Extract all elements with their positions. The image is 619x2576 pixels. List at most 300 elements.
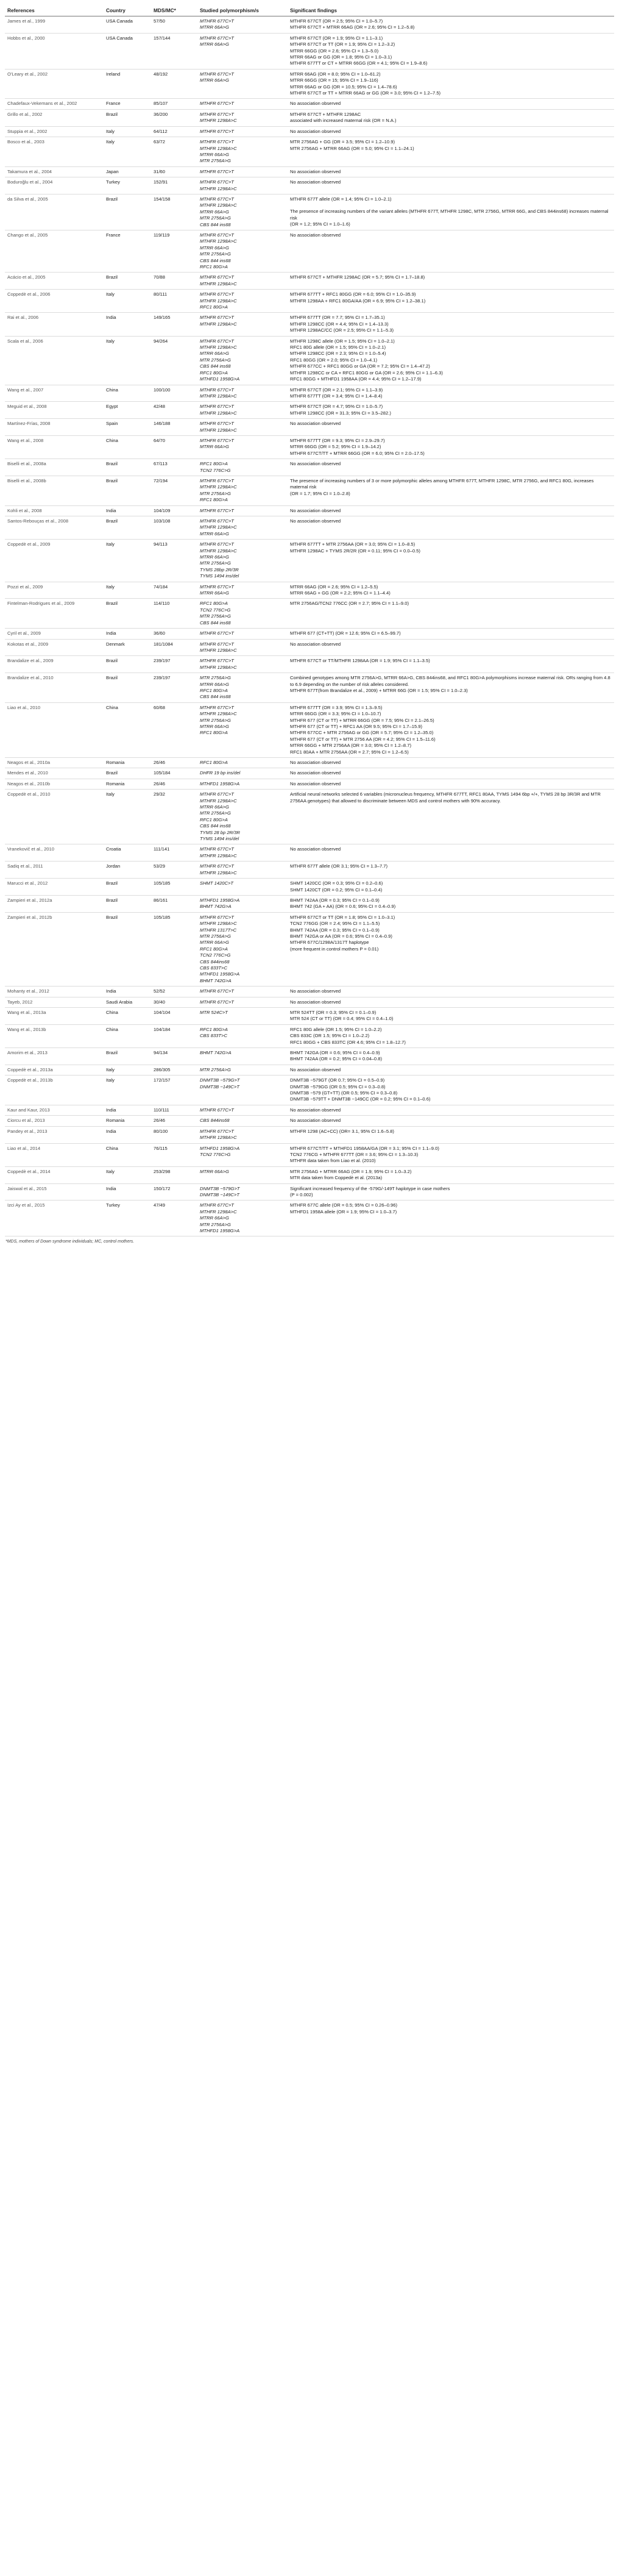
polymorphism-item: TYMS 28 bp 2R/3R — [200, 829, 240, 835]
table-row — [5, 516, 614, 540]
polymorphisms-cell — [197, 673, 288, 703]
polymorphism-item: MTHFR 677C>T — [200, 1202, 234, 1208]
country-cell: Spain — [104, 419, 151, 436]
polymorphism-item: DNMT3B −579G>T — [200, 1185, 240, 1191]
country-cell: Brazil — [104, 1048, 151, 1065]
polymorphism-item: MTR 2756A>G — [200, 613, 231, 619]
findings-cell — [288, 230, 614, 272]
polymorphism-item: TCN2 776C>G — [200, 952, 231, 958]
polymorphisms-cell — [197, 177, 288, 194]
polymorphism-item: MTRR 66A>G — [200, 244, 229, 251]
mds-mc-cell: 253/298 — [151, 1166, 197, 1183]
polymorphisms-cell — [197, 844, 288, 862]
polymorphism-item: MTHFR 677C>T — [200, 18, 234, 24]
country-cell: China — [104, 1024, 151, 1047]
mds-mc-cell: 26/46 — [151, 779, 197, 789]
finding-item: No association observed — [290, 1066, 341, 1072]
country-cell: USA Canada — [104, 16, 151, 34]
finding-item: MTHFR 677CT or TT/MTHFR 1298AA (OR = 1.9; 95% CI = 1.1–3.5) — [290, 658, 430, 664]
finding-item: CBS 833C (OR 1.5; 95% CI = 1.0–2.2) — [290, 1033, 370, 1039]
table-row — [5, 656, 614, 673]
polymorphism-item: MTHFR 677C>T — [200, 274, 234, 280]
findings-cell — [288, 790, 614, 844]
finding-item: No association observed — [290, 846, 341, 852]
polymorphism-item: MTHFR 1298A>C — [200, 280, 237, 287]
finding-item: MTR 2756AG/TCN2 776CC (OR = 2.7; 95% CI = 1.1–9.0) — [290, 601, 409, 607]
polymorphism-item: MTHFR 677C>T — [200, 421, 234, 427]
country-cell: India — [104, 1105, 151, 1115]
reference-cell: Liao et al., 2014 — [5, 1143, 104, 1166]
polymorphisms-cell — [197, 540, 288, 582]
reference-cell: O'Leary et al., 2002 — [5, 69, 104, 99]
finding-item: MTHFR 677T(from Brandalize et al., 2009) + MTRR 66G (OR = 1.5; 95% CI = 1.0–2.3) — [290, 687, 468, 693]
reference-cell: Stuppia et al., 2002 — [5, 126, 104, 137]
findings-cell — [288, 1201, 614, 1236]
polymorphism-item: MTHFR 1298A>C — [200, 298, 237, 304]
reference-cell: Pandey et al., 2013 — [5, 1126, 104, 1143]
country-cell: Jordan — [104, 862, 151, 879]
table-row — [5, 987, 614, 997]
table-row — [5, 166, 614, 177]
mds-mc-cell: 114/110 — [151, 599, 197, 629]
polymorphism-item: MTRR 66A>G — [200, 940, 229, 946]
findings-cell — [288, 290, 614, 313]
finding-item: MTHFR 677TT (OR = 9.3; 95% CI = 2.9–29.7) — [290, 437, 385, 443]
table-row — [5, 779, 614, 789]
polymorphism-item: MTRR 66A>G — [200, 804, 229, 810]
finding-item: No association observed — [290, 232, 341, 238]
mds-mc-cell: 48/192 — [151, 69, 197, 99]
country-cell: Italy — [104, 1065, 151, 1075]
reference-cell: Amorim et al., 2013 — [5, 1048, 104, 1065]
findings-cell — [288, 459, 614, 476]
finding-item: MTR 524TT (OR = 0.3; 95% CI = 0.1–0.9) — [290, 1010, 377, 1015]
polymorphism-item: MTHFR 1298A>C — [200, 344, 237, 351]
table-row — [5, 385, 614, 402]
polymorphism-item: MTRR 66A>G — [200, 554, 229, 560]
country-cell: China — [104, 702, 151, 757]
polymorphism-item: MTHFR 677C>T — [200, 988, 234, 994]
reference-cell: Grillo et al., 2002 — [5, 109, 104, 126]
polymorphism-item: MTHFR 677C>T — [200, 518, 234, 524]
finding-item: MTHFR 677CT (OR = 4.7; 95% CI = 1.0–5.7) — [290, 404, 383, 410]
finding-item: MTHFR 677CT (OR = 1.9; 95% CI = 1.1–3.1) — [290, 35, 383, 41]
polymorphism-item: MTRR 66A>G — [200, 151, 229, 157]
finding-item: DNMT3B −579GG (OR 0.5; 95% CI = 0.3–0.8) — [290, 1083, 386, 1090]
polymorphism-item: CBS 844 ins68 — [200, 619, 231, 626]
reference-cell: Kokotas et al., 2009 — [5, 639, 104, 656]
table-footnote: *MDS, mothers of Down syndrome individuals; MC, control mothers. — [5, 1240, 135, 1244]
polymorphism-item: RFC1 80G>A — [200, 369, 228, 376]
findings-cell — [288, 895, 614, 912]
table-row — [5, 126, 614, 137]
mds-mc-cell: 64/112 — [151, 126, 197, 137]
findings-cell — [288, 1116, 614, 1126]
findings-cell — [288, 844, 614, 862]
mds-mc-cell: 74/184 — [151, 582, 197, 599]
header-country: Country — [104, 6, 151, 16]
reference-cell: Wang et al., 2013a — [5, 1008, 104, 1025]
country-cell: India — [104, 505, 151, 516]
findings-cell — [288, 476, 614, 505]
polymorphisms-cell — [197, 790, 288, 844]
mds-mc-cell: 105/184 — [151, 768, 197, 779]
mds-mc-cell: 105/185 — [151, 879, 197, 896]
polymorphism-item: MTHFD1 1958G>A — [200, 897, 240, 903]
finding-item: (P = 0.002) — [290, 1191, 313, 1197]
findings-cell — [288, 402, 614, 419]
polymorphism-item: MTR 2756A>G — [200, 251, 231, 257]
finding-item: associated with increased maternal risk (OR = N.A.) — [290, 118, 397, 124]
findings-cell — [288, 137, 614, 167]
mds-mc-cell: 57/50 — [151, 16, 197, 34]
finding-item: RFC1 80GG + MTHFD1 1958AA (OR = 4.4; 95% CI = 1.2–17.9) — [290, 376, 422, 382]
polymorphism-item: MTHFD1 1958G>A — [200, 376, 240, 382]
country-cell: China — [104, 435, 151, 458]
polymorphisms-cell — [197, 879, 288, 896]
finding-item: MTHFR 677CT + MTRR 66AG (OR = 2.6; 95% CI = 1.2–5.8) — [290, 24, 415, 30]
polymorphism-item: MTHFR 677C>T — [200, 658, 234, 664]
mds-mc-cell: 94/113 — [151, 540, 197, 582]
polymorphism-item: MTHFR 677C>T — [200, 1107, 234, 1113]
polymorphism-item: RFC1 80G>A — [200, 264, 228, 269]
country-cell: Brazil — [104, 768, 151, 779]
polymorphism-item: MTRR 66A>G — [200, 723, 229, 729]
table-row — [5, 290, 614, 313]
polymorphism-item: MTRR 66A>G — [200, 24, 229, 30]
mds-mc-cell: 36/60 — [151, 629, 197, 639]
polymorphism-item: MTRR 66A>G — [200, 77, 229, 84]
findings-cell — [288, 126, 614, 137]
finding-item: MTHFR 1298AC/CC (OR = 2.5; 95% CI = 1.1–5.3) — [290, 327, 394, 334]
finding-item: MTHFR 677TT + MTR 2756AA (OR = 3.0; 95% CI = 1.0–8.5) — [290, 541, 416, 548]
table-row — [5, 177, 614, 194]
finding-item: The presence of increasing numbers of 3 or more polymorphic alleles among MTHFR 677T, MTHFR 1298C, MTR 2756G, and RFC1 80G, increases maternal risk — [290, 477, 594, 490]
findings-cell — [288, 516, 614, 540]
mds-mc-cell: 67/113 — [151, 459, 197, 476]
finding-item: MTHFR 677TT (OR = 3.4; 95% CI = 1.4–8.4) — [290, 393, 383, 399]
reference-cell: Meguid et al., 2008 — [5, 402, 104, 419]
country-cell: Romania — [104, 779, 151, 789]
table-row — [5, 639, 614, 656]
reference-cell: Pozzi et al., 2009 — [5, 582, 104, 599]
polymorphisms-cell — [197, 1048, 288, 1065]
polymorphism-item: MTHFR 677C>T — [200, 863, 234, 869]
finding-item: BHMT 742AA (OR = 0.3; 95% CI = 0.1–0.9) — [290, 927, 380, 933]
country-cell: Brazil — [104, 599, 151, 629]
polymorphism-item: MTR 2756A>G — [200, 490, 231, 496]
finding-item: No association observed — [290, 1118, 341, 1124]
table-row — [5, 879, 614, 896]
findings-cell — [288, 505, 614, 516]
polymorphisms-cell — [197, 402, 288, 419]
polymorphisms-cell — [197, 476, 288, 505]
finding-item: DNMT3B −579GT (OR 0.7; 95% CI = 0.5–0.9) — [290, 1077, 385, 1083]
table-row — [5, 137, 614, 167]
findings-cell — [288, 336, 614, 385]
table-row — [5, 540, 614, 582]
finding-item: TCN2 776GG (OR = 2.4; 95% CI = 1.1–5.5) — [290, 921, 380, 927]
table-row — [5, 1105, 614, 1115]
polymorphism-item: MTHFR 677C>T — [200, 437, 234, 443]
reference-cell: Wang et al., 2007 — [5, 385, 104, 402]
country-cell: Egypt — [104, 402, 151, 419]
mds-mc-cell: 94/264 — [151, 336, 197, 385]
country-cell: Italy — [104, 137, 151, 167]
polymorphisms-cell — [197, 599, 288, 629]
mds-mc-cell: 80/100 — [151, 1126, 197, 1143]
finding-item: MTHFR 677C allele (OR = 0.5; 95% CI = 0.26–0.96) — [290, 1202, 398, 1208]
country-cell: Brazil — [104, 476, 151, 505]
table-container — [5, 6, 614, 1246]
findings-cell — [288, 194, 614, 230]
mds-mc-cell: 239/197 — [151, 656, 197, 673]
polymorphisms-cell — [197, 273, 288, 290]
mds-mc-cell: 149/165 — [151, 313, 197, 336]
mds-mc-cell: 100/100 — [151, 385, 197, 402]
finding-item: DNMT3B −579TT + DNMT3B −149CC (OR = 0.2; 95% CI = 0.1–0.6) — [290, 1096, 431, 1102]
finding-item: MTR 2756AG + MTRR 66AG (OR = 5.0; 95% CI = 1.1–24.1) — [290, 145, 414, 151]
finding-item: MTHFR 677 (CT or TT) + RFC1 AA (OR 9.5; 95% CI = 1.7–15.9) — [290, 723, 423, 729]
polymorphism-item: MTHFR 1298A>C — [200, 647, 237, 653]
table-row — [5, 459, 614, 476]
country-cell: Denmark — [104, 639, 151, 656]
findings-cell — [288, 629, 614, 639]
polymorphisms-cell — [197, 1126, 288, 1143]
header-mds-mc: MDS/MC* — [151, 6, 197, 16]
findings-cell — [288, 987, 614, 997]
table-row — [5, 230, 614, 272]
polymorphism-item: MTHFR 1298A>C — [200, 118, 237, 124]
finding-item: MTRR 66AG + GG (OR = 2.2; 95% CI = 1.1–4.4) — [290, 590, 391, 596]
country-cell: Saudi Arabia — [104, 997, 151, 1007]
table-row — [5, 1126, 614, 1143]
findings-cell — [288, 419, 614, 436]
country-cell: Italy — [104, 336, 151, 385]
polymorphism-item: MTR 2756A>G — [200, 933, 231, 939]
country-cell: Turkey — [104, 177, 151, 194]
finding-item: BHMT 742 (GA + AA) (OR = 0.6; 95% CI = 0.4–0.9) — [290, 904, 396, 910]
table-row — [5, 599, 614, 629]
findings-cell — [288, 862, 614, 879]
polymorphisms-cell — [197, 166, 288, 177]
findings-cell — [288, 639, 614, 656]
table-row — [5, 476, 614, 505]
country-cell: Turkey — [104, 1201, 151, 1236]
mds-mc-cell: 154/158 — [151, 194, 197, 230]
reference-cell: Kohli et al., 2008 — [5, 505, 104, 516]
findings-cell — [288, 33, 614, 69]
polymorphism-item: MTHFR 677C>T — [200, 477, 234, 483]
country-cell: India — [104, 313, 151, 336]
reference-cell: Coppedè et al., 2006 — [5, 290, 104, 313]
finding-item: RFC1 80GG (OR = 2.0; 95% CI = 1.0–4.1) — [290, 357, 378, 363]
polymorphism-item: CBS 833T>C — [200, 965, 227, 971]
reference-cell: Tayeb, 2012 — [5, 997, 104, 1007]
finding-item: No association observed — [290, 461, 341, 467]
table-row — [5, 419, 614, 436]
polymorphism-item: MTHFR 677C>T — [200, 846, 234, 852]
polymorphism-item: MTHFR 677C>T — [200, 232, 234, 238]
mds-mc-cell: 181/1084 — [151, 639, 197, 656]
polymorphism-item: MTHFR 677C>T — [200, 101, 234, 107]
polymorphism-item: MTRR 66A>G — [200, 681, 229, 687]
polymorphisms-cell — [197, 758, 288, 768]
reference-cell: da Silva et al., 2005 — [5, 194, 104, 230]
finding-item: MTRR 66GG + MTR 2756AA (OR = 3.0; 95% CI = 1.2–8.7) — [290, 743, 411, 749]
polymorphism-item: MTHFR 1298A>C — [200, 393, 237, 399]
table-row — [5, 1183, 614, 1201]
polymorphisms-cell — [197, 336, 288, 385]
finding-item: MTHFR 677TT or CT + MTRR 66GG (OR = 4.1; 95% CI = 1.9–8.6) — [290, 60, 428, 66]
finding-item: MTR 2756AG + GG (OR = 3.5; 95% CI = 1.2–10.9) — [290, 139, 395, 145]
table-row — [5, 69, 614, 99]
polymorphisms-cell — [197, 69, 288, 99]
table-row — [5, 912, 614, 986]
finding-item: MTHFR 677CC + RFC1 80GG or GA (OR = 7.2; 95% CI = 1.4–47.2) — [290, 363, 430, 369]
country-cell: China — [104, 385, 151, 402]
polymorphisms-cell — [197, 290, 288, 313]
polymorphism-item: MTHFR 677C>T — [200, 541, 234, 548]
polymorphisms-cell — [197, 702, 288, 757]
reference-cell: Zampieri et al., 2012a — [5, 895, 104, 912]
reference-cell: Hobbs et al., 2000 — [5, 33, 104, 69]
finding-item: MTHFD1 1958A allele (OR = 1.9; 95% CI = 1.0–3.7) — [290, 1208, 397, 1215]
polymorphism-item: MTHFR 677C>T — [200, 338, 234, 344]
finding-item: RFC1 80AA + MTR 2756AA (OR = 2.7; 95% CI = 1.2–6.5) — [290, 749, 409, 755]
polymorphism-item: MTR 524C>T — [200, 1010, 228, 1015]
polymorphisms-cell — [197, 987, 288, 997]
findings-cell — [288, 1076, 614, 1105]
mds-mc-cell: 64/70 — [151, 435, 197, 458]
mds-mc-cell: 36/200 — [151, 109, 197, 126]
mds-mc-cell: 110/111 — [151, 1105, 197, 1115]
polymorphism-item: RFC1 80G>A — [200, 497, 228, 503]
polymorphism-item: SHMT 1420C>T — [200, 880, 234, 887]
polymorphism-item: MTHFR 677C>T — [200, 1128, 234, 1134]
table-row — [5, 1008, 614, 1025]
finding-item: MTHFR 677 (CT+TT) (OR = 12.6; 95% CI = 6.5–99.7) — [290, 630, 401, 637]
polymorphisms-cell — [197, 997, 288, 1007]
table-row — [5, 313, 614, 336]
findings-cell — [288, 1183, 614, 1201]
polymorphisms-cell — [197, 109, 288, 126]
finding-item: MTHFR 677 (CT or TT) + MTR 2756 AA (OR = 4.2; 95% CI = 1.5–11.6) — [290, 736, 436, 742]
table-row — [5, 1143, 614, 1166]
reference-cell: Chango et al., 2005 — [5, 230, 104, 272]
polymorphisms-cell — [197, 629, 288, 639]
polymorphisms-cell — [197, 16, 288, 34]
findings-cell — [288, 1008, 614, 1025]
table-row — [5, 702, 614, 757]
polymorphism-item: MTHFR 1298A>C — [200, 1208, 237, 1215]
reference-cell: Neagos et al., 2010a — [5, 758, 104, 768]
table-row — [5, 768, 614, 779]
reference-cell: Boduroğlu et al., 2004 — [5, 177, 104, 194]
polymorphism-item: CBS 844 ins68 — [200, 694, 231, 700]
reference-cell: Rai et al., 2006 — [5, 313, 104, 336]
polymorphism-item: MTRR 66A>G — [200, 41, 229, 48]
finding-item: No association observed — [290, 988, 341, 994]
finding-item: MTHFR 677CT or TT (OR = 1.9; 95% CI = 1.2–3.2) — [290, 41, 395, 48]
finding-item: MTHFR 677CT/TT + MTRR 66GG (OR = 6.0; 95% CI = 2.0–17.5) — [290, 450, 425, 456]
finding-item: MTHFR 1298AC + TYMS 2R/2R (OR = 0.11; 95% CI = 0.0–0.5) — [290, 548, 420, 554]
country-cell: Italy — [104, 1166, 151, 1183]
polymorphism-item: MTRR 66A>G — [200, 590, 229, 596]
table-row — [5, 1201, 614, 1236]
mds-mc-cell: 104/109 — [151, 505, 197, 516]
finding-item: MTHFR 677C/1298A/1317T haplotype — [290, 940, 369, 946]
polymorphism-item: MTHFR 677C>T — [200, 791, 234, 797]
mds-mc-cell: 72/194 — [151, 476, 197, 505]
mds-mc-cell: 119/119 — [151, 230, 197, 272]
table-row — [5, 505, 614, 516]
reference-cell: Marucci et al., 2012 — [5, 879, 104, 896]
finding-item: MTHFR 677 (CT or TT) + MTRR 66GG (OR = 7.5; 95% CI = 2.1–26.5) — [290, 717, 434, 723]
polymorphism-item: RFC1 80G>A — [200, 461, 228, 467]
polymorphisms-cell — [197, 779, 288, 789]
country-cell: India — [104, 1183, 151, 1201]
polymorphism-item: MTHFR 677C>T — [200, 71, 234, 77]
polymorphisms-cell — [197, 1105, 288, 1115]
polymorphism-item: MTHFR 1298A>C — [200, 427, 237, 433]
reference-cell: Cyril et al., 2009 — [5, 629, 104, 639]
polymorphism-item: MTHFR 677C>T — [200, 139, 234, 145]
country-cell: Romania — [104, 1116, 151, 1126]
polymorphism-item: BHMT 742G>A — [200, 904, 232, 910]
reference-cell: Kaur and Kaur, 2013 — [5, 1105, 104, 1115]
polymorphism-item: MTHFR 1298A>C — [200, 238, 237, 244]
finding-item: MTR 2756AG + MTRR 66AG (OR = 1.9; 95% CI = 1.0–3.2) — [290, 1168, 412, 1174]
polymorphisms-cell — [197, 895, 288, 912]
mds-mc-cell: 104/104 — [151, 1008, 197, 1025]
polymorphisms-cell — [197, 1024, 288, 1047]
polymorphism-item: MTR 2756A>G — [200, 158, 231, 164]
polymorphism-item: MTHFR 677C>T — [200, 387, 234, 393]
polymorphism-item: BHMT 742G>A — [200, 977, 232, 983]
polymorphism-item: MTR 2756A>G — [200, 560, 231, 566]
country-cell: Italy — [104, 540, 151, 582]
findings-cell — [288, 768, 614, 779]
findings-cell — [288, 1166, 614, 1183]
reference-cell: Jaiswal et al., 2015 — [5, 1183, 104, 1201]
polymorphism-item: RFC1 80G>A — [200, 1026, 228, 1032]
polymorphisms-cell — [197, 1183, 288, 1201]
country-cell: Brazil — [104, 879, 151, 896]
finding-item: MTRR 66GG (OR = 2.6; 95% CI = 1.3–5.0) — [290, 48, 379, 54]
finding-item: No association observed — [290, 128, 341, 134]
mds-mc-cell: 146/188 — [151, 419, 197, 436]
country-cell: Italy — [104, 290, 151, 313]
polymorphism-item: MTHFR 1298A>C — [200, 852, 237, 858]
mds-mc-cell: 103/108 — [151, 516, 197, 540]
polymorphism-item: MTHFR 1298A>C — [200, 797, 237, 804]
finding-item: MTHFR 677T allele (OR 3.1; 95% CI = 1.3–7.7) — [290, 863, 388, 869]
table-row — [5, 1024, 614, 1047]
mds-mc-cell: 70/88 — [151, 273, 197, 290]
finding-item — [290, 202, 612, 209]
finding-item: Artificial neural networks selected 6 variables (micronucleus frequency, MTHFR 677TT, RFC1 80AA, TYMS 1494 6bp +/+, TYMS 28 bp 3R/3R and MTR 2756AA genotypes) that allowed to discriminate between MDS and control mothers with 90% accuracy. — [290, 791, 601, 804]
polymorphism-item: MTHFR 1298A>C — [200, 484, 237, 490]
polymorphism-item: CBS 833T>C — [200, 1033, 227, 1039]
table-row — [5, 33, 614, 69]
country-cell: Italy — [104, 582, 151, 599]
polymorphism-item: CBS 844 ins68 — [200, 257, 231, 263]
findings-cell — [288, 1126, 614, 1143]
finding-item: MTHFR 677CT (OR = 2.5; 95% CI = 1.0–5.7) — [290, 18, 383, 24]
polymorphism-item: MTHFR 1298A>C — [200, 145, 237, 151]
table-row — [5, 435, 614, 458]
